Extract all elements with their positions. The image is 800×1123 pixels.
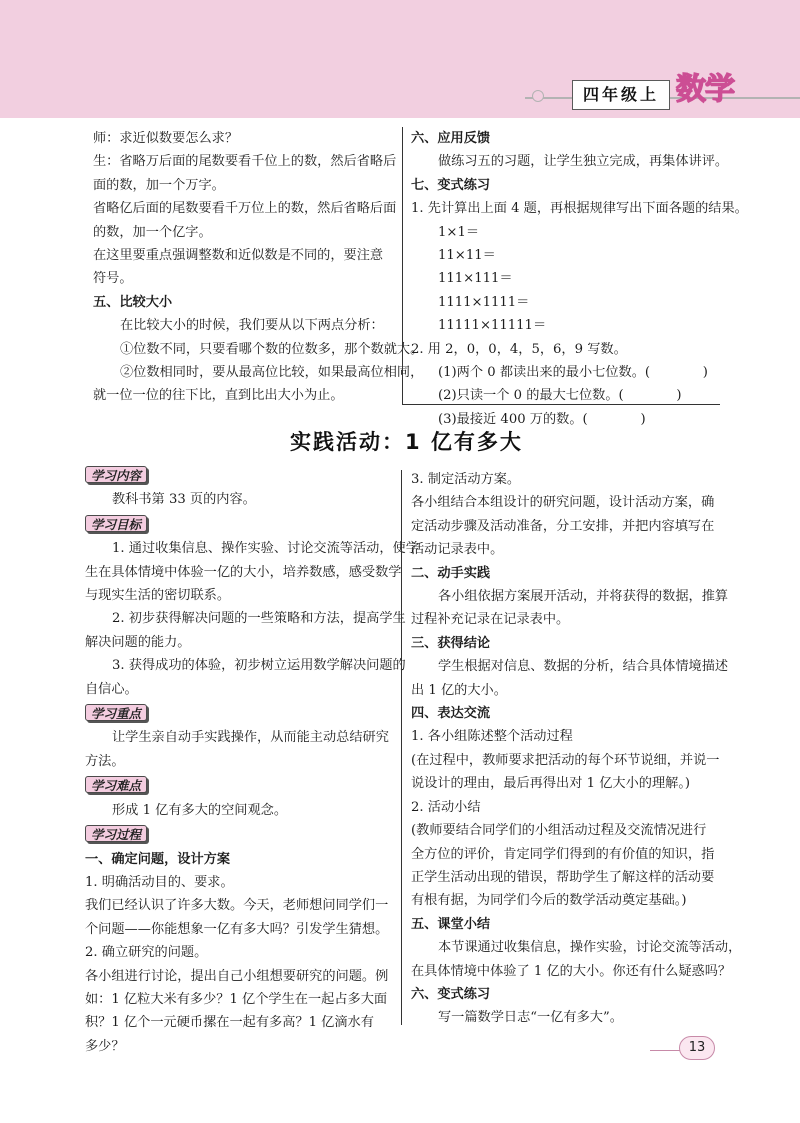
text-line: ①位数不同，只要看哪个数的位数多，那个数就大。 xyxy=(120,341,424,357)
text-line: 11111×11111＝ xyxy=(438,318,547,334)
text-line: 出 1 亿的大小。 xyxy=(411,682,507,698)
text-line: 方法。 xyxy=(85,753,125,769)
text-line: 定活动步骤及活动准备，分工安排，并把内容填写在 xyxy=(411,518,715,534)
section-tag: 学习重点 xyxy=(85,704,147,721)
text-line: 有根有据，为同学们今后的数学活动奠定基础。) xyxy=(411,893,687,909)
text-line: 教科书第 33 页的内容。 xyxy=(112,492,256,508)
section-heading: 一、确定问题，设计方案 xyxy=(85,851,231,867)
section-tag: 学习过程 xyxy=(85,825,147,842)
page-number-rule xyxy=(650,1050,680,1051)
text-line: 1. 各小组陈述整个活动过程 xyxy=(411,729,573,745)
text-line: (3)最接近 400 万的数。( ) xyxy=(438,411,646,427)
text-line: 让学生亲自动手实践操作，从而能主动总结研究 xyxy=(112,730,389,746)
text-line: 在这里要重点强调整数和近似数是不同的，要注意 xyxy=(93,248,384,264)
top-column-divider xyxy=(402,127,403,405)
text-line: (2)只读一个 0 的最大七位数。( ) xyxy=(438,388,682,404)
text-line: 形成 1 亿有多大的空间观念。 xyxy=(112,802,288,818)
text-line: (教师要结合同学们的小组活动过程及交流情况进行 xyxy=(411,823,707,839)
section-heading: 五、课堂小结 xyxy=(411,916,491,932)
text-line: 2. 初步获得解决问题的一些策略和方法，提高学生 xyxy=(112,611,406,627)
text-line: 多少？ xyxy=(85,1038,125,1054)
text-line: 的数，加一个亿字。 xyxy=(93,224,212,240)
section-heading: 五、比较大小 xyxy=(93,294,173,310)
text-line: 如：1 亿粒大米有多少？1 亿个学生在一起占多大面 xyxy=(85,991,388,1007)
tag-line xyxy=(85,822,397,847)
subject-title: 数学 xyxy=(676,72,734,107)
top-bottom-rule xyxy=(402,404,720,405)
section-tag: 学习目标 xyxy=(85,515,147,532)
tag-line xyxy=(85,512,397,537)
text-line: 各小组依据方案展开活动，并将获得的数据，推算 xyxy=(438,589,729,605)
text-line: 符号。 xyxy=(93,271,133,287)
text-line: 各小组进行讨论，提出自己小组想要研究的问题。例 xyxy=(85,968,389,984)
text-line: 全方位的评价，肯定同学们得到的有价值的知识，指 xyxy=(411,846,715,862)
text-line: 1×1＝ xyxy=(438,224,480,240)
text-line: (1)两个 0 都读出来的最小七位数。( ) xyxy=(438,365,708,381)
text-line: 面的数，加一个万字。 xyxy=(93,177,225,193)
top-right-column xyxy=(411,127,748,431)
text-line: 在具体情境中体验了 1 亿的大小。你还有什么疑惑吗？ xyxy=(411,963,732,979)
section-heading: 七、变式练习 xyxy=(411,177,491,193)
text-line: 在比较大小的时候，我们要从以下两点分析： xyxy=(120,318,384,334)
text-line: 省略亿后面的尾数要看千万位上的数，然后省略后面 xyxy=(93,201,397,217)
text-line: 写一篇数学日志“一亿有多大”。 xyxy=(438,1010,623,1026)
text-line: 各小组结合本组设计的研究问题，设计活动方案，确 xyxy=(411,495,715,511)
text-line: 做练习五的习题，让学生独立完成，再集体讲评。 xyxy=(438,154,729,170)
text-line: 生：省略万后面的尾数要看千位上的数，然后省略后 xyxy=(93,154,397,170)
section-heading: 六、应用反馈 xyxy=(411,131,491,146)
bottom-left-column xyxy=(85,463,419,1058)
text-line: 正学生活动出现的错误，帮助学生了解这样的活动要 xyxy=(411,869,715,885)
text-line: 11×11＝ xyxy=(438,248,496,264)
text-line: 2. 活动小结 xyxy=(411,799,481,815)
text-line: 与现实生活的密切联系。 xyxy=(85,588,231,604)
text-line: 我们已经认识了许多大数。今天，老师想问同学们一 xyxy=(85,898,389,914)
text-line: 3. 制定活动方案。 xyxy=(411,472,521,487)
top-left-column xyxy=(93,127,424,408)
tag-line xyxy=(85,701,397,726)
text-line: 学生根据对信息、数据的分析，结合具体情境描述 xyxy=(438,659,729,675)
text-line: 1. 先计算出上面 4 题，再根据规律写出下面各题的结果。 xyxy=(411,201,748,217)
text-line: 2. 确立研究的问题。 xyxy=(85,945,208,961)
grade-label: 四年级上 xyxy=(572,80,670,110)
text-line: 解决问题的能力。 xyxy=(85,634,191,650)
text-line: 生在具体情境中体验一亿的大小，培养数感，感受数学 xyxy=(85,564,402,580)
text-line: 2. 用 2，0，0，4，5，6，9 写数。 xyxy=(411,341,627,357)
header-band xyxy=(0,0,800,118)
text-line: 过程补充记录在记录表中。 xyxy=(411,612,570,628)
text-line: 3. 获得成功的体验，初步树立运用数学解决问题的 xyxy=(112,658,406,674)
tag-line xyxy=(85,463,397,488)
section-tag: 学习内容 xyxy=(85,466,147,483)
section-tag: 学习难点 xyxy=(85,776,147,793)
text-line: 个问题——你能想象一亿有多大吗？引发学生猜想。 xyxy=(85,921,389,937)
text-line: 111×111＝ xyxy=(438,271,513,287)
bottom-right-column xyxy=(411,468,742,1030)
text-line: 积？1 亿个一元硬币摞在一起有多高？1 亿滴水有 xyxy=(85,1015,374,1031)
tag-line xyxy=(85,773,397,798)
section-title: 实践活动：1 亿有多大 xyxy=(290,430,523,454)
page-number: 13 xyxy=(679,1036,715,1060)
text-line: 说设计的理由，最后再得出对 1 亿大小的理解。) xyxy=(411,776,691,792)
section-heading: 三、获得结论 xyxy=(411,635,491,651)
text-line: 活动记录表中。 xyxy=(411,542,504,558)
section-heading: 六、变式练习 xyxy=(411,986,491,1002)
section-heading: 二、动手实践 xyxy=(411,565,491,581)
bottom-column-divider xyxy=(401,470,402,1025)
section-heading: 四、表达交流 xyxy=(411,706,491,722)
text-line: 本节课通过收集信息，操作实验，讨论交流等活动， xyxy=(438,940,742,956)
text-line: 就一位一位的往下比，直到比出大小为止。 xyxy=(93,388,344,404)
text-line: 师：求近似数要怎么求？ xyxy=(93,131,239,146)
text-line: 1. 通过收集信息、操作实验、讨论交流等活动，使学 xyxy=(112,541,419,557)
text-line: 1111×1111＝ xyxy=(438,294,530,310)
text-line: 自信心。 xyxy=(85,681,138,697)
header-ornament-circle xyxy=(532,90,544,102)
text-line: (在过程中，教师要求把活动的每个环节说细，并说一 xyxy=(411,752,720,768)
text-line: ②位数相同时，要从最高位比较，如果最高位相同， xyxy=(120,365,424,381)
text-line: 1. 明确活动目的、要求。 xyxy=(85,874,234,890)
